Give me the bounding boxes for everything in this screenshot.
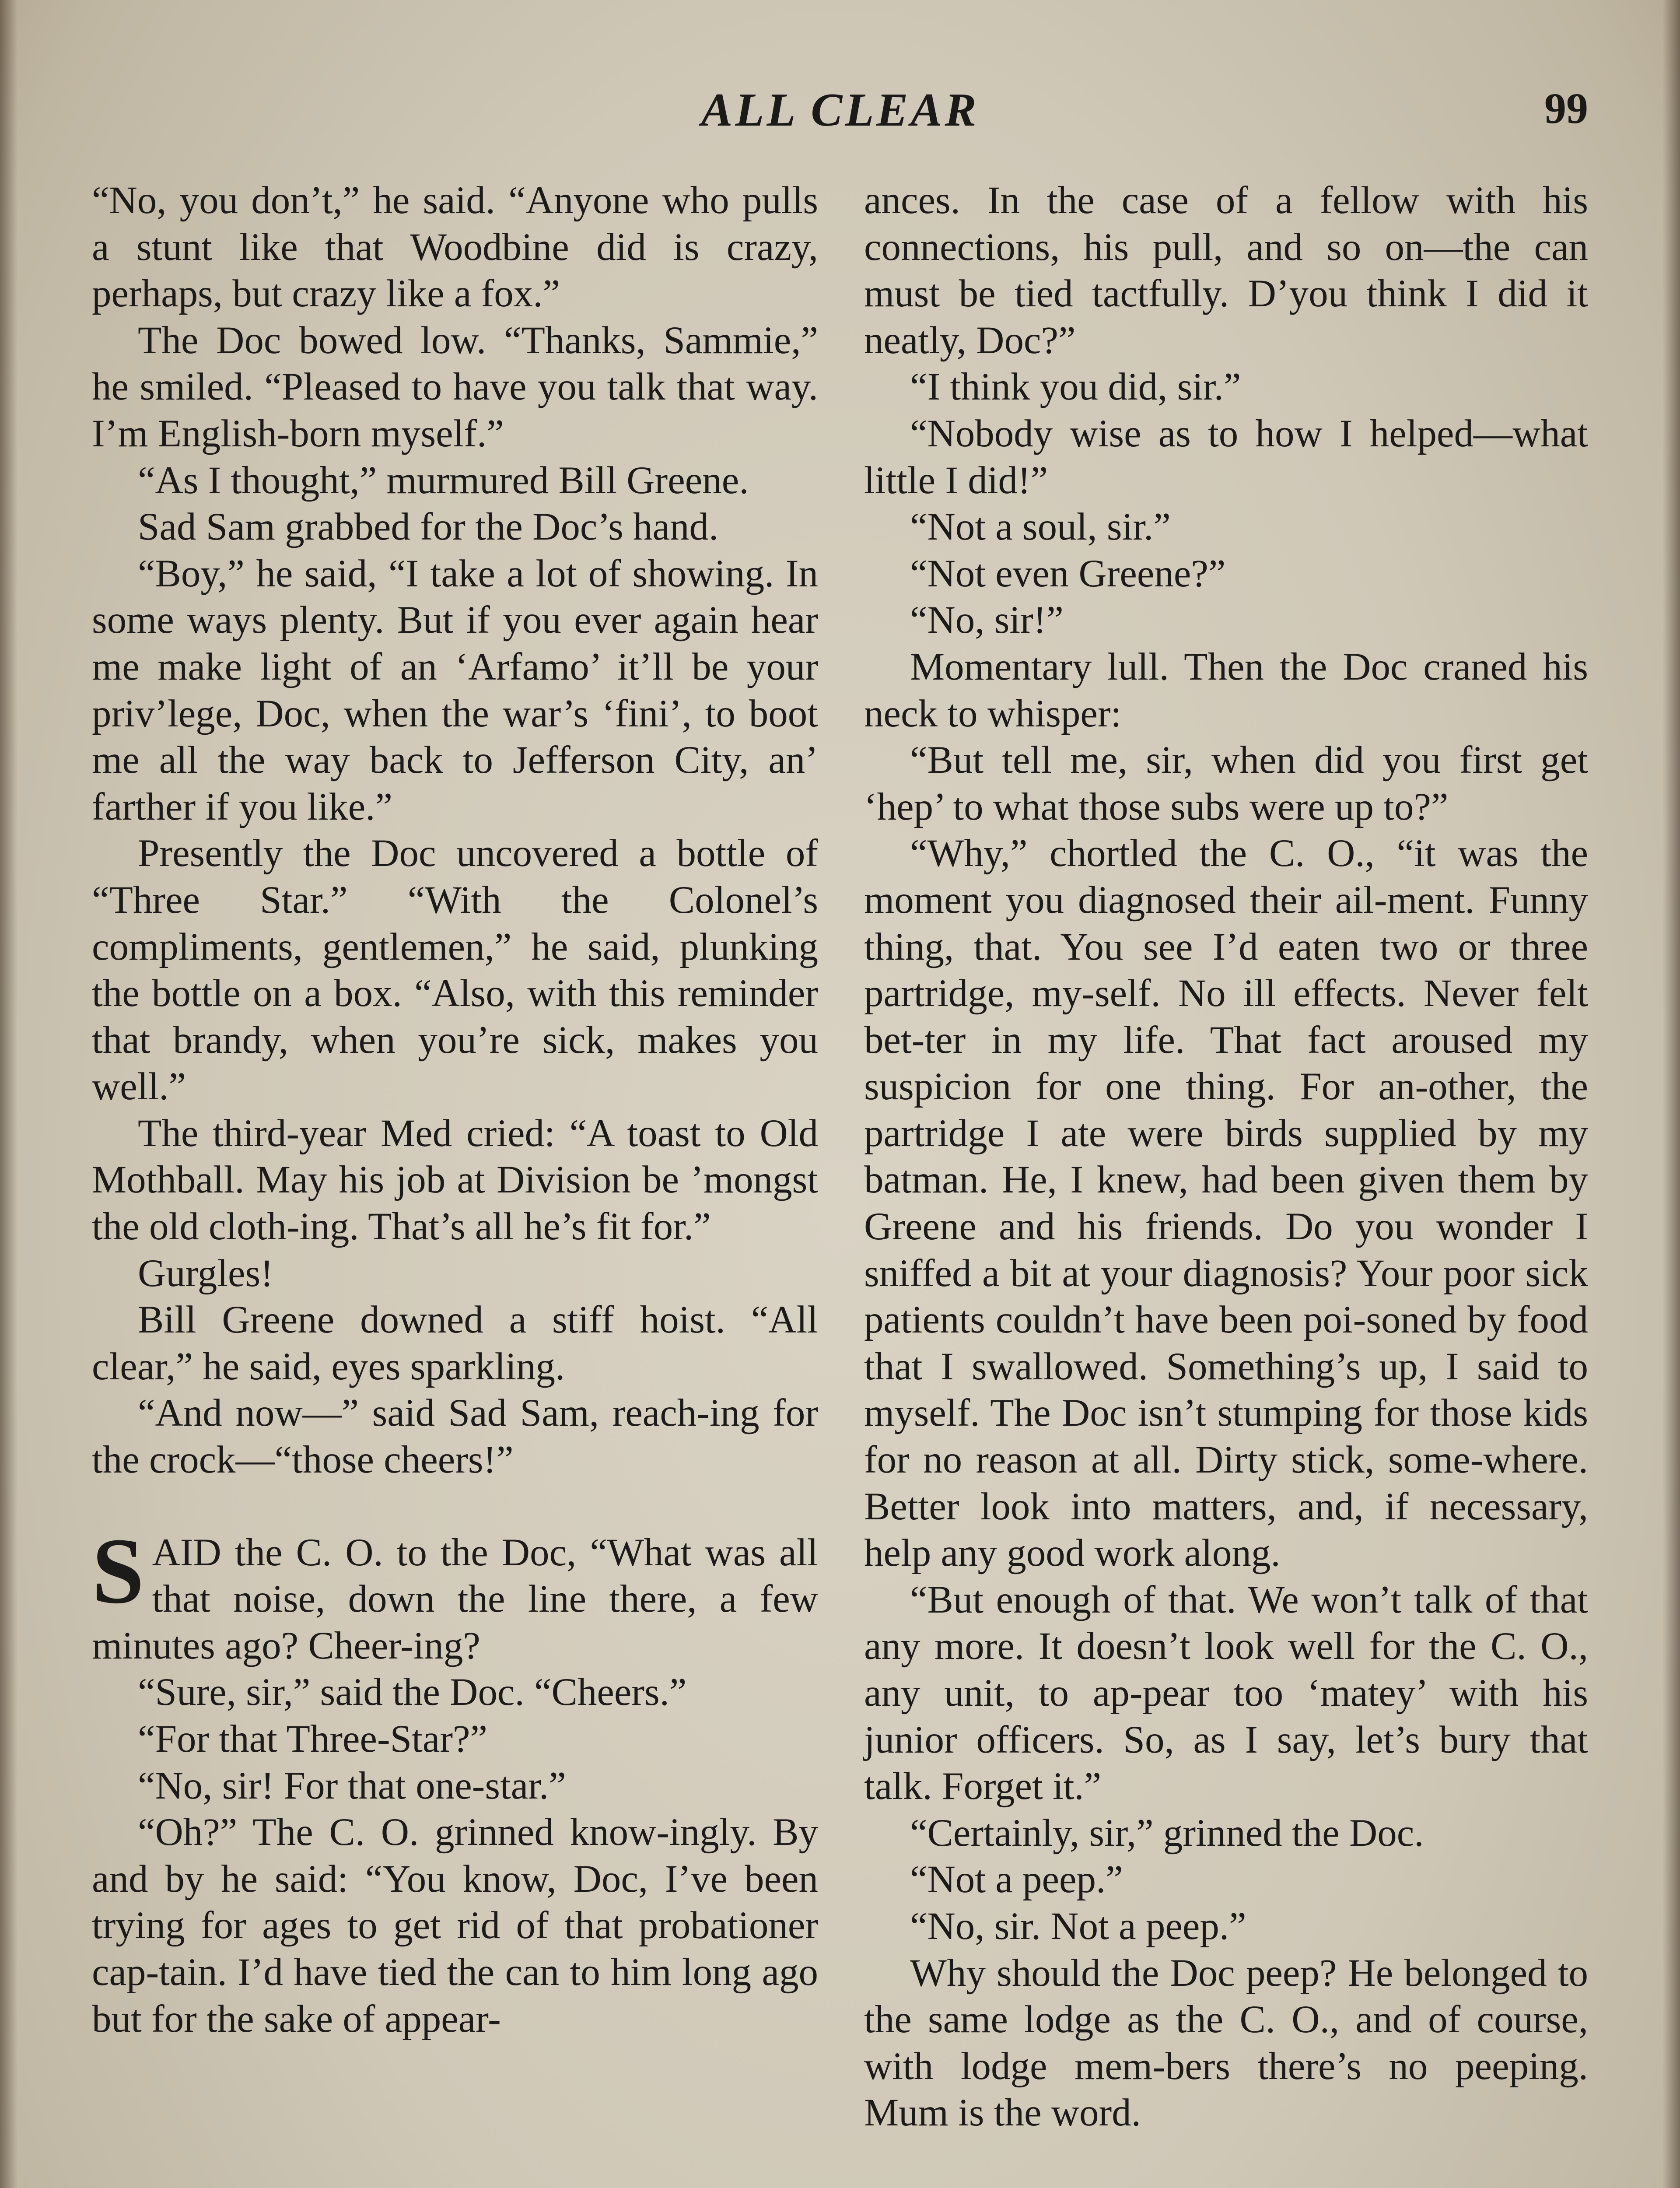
- paragraph: “No, sir. Not a peep.”: [910, 1904, 1246, 1948]
- paragraph: Gurgles!: [138, 1252, 273, 1295]
- paragraph: “And now—” said Sad Sam, reach-ing for the crock—“those cheers!”: [92, 1392, 818, 1482]
- paragraph: Bill Greene downed a stiff hoist. “All clear,” he said, eyes sparkling.: [92, 1298, 818, 1388]
- paragraph: Presently the Doc uncovered a bottle of “Three Star.” “With the Colonel’s compliments, gentlemen,” he said, plunking the bottle on a box. “Also, with this reminder that brandy, when you’re sick, makes you well.”: [92, 832, 818, 1108]
- paragraph: Why should the Doc peep? He belonged to the same lodge as the C. O., and of course, with lodge mem-bers there’s no peeping. Mum is the word.: [864, 1951, 1588, 2135]
- section-break: [92, 1483, 818, 1529]
- paragraph: “Why,” chortled the C. O., “it was the moment you diagnosed their ail-ment. Funny thing, that. You see I’d eaten two or three partridge, my-self. No ill effects. Never felt bet-ter in my life. That fact aroused my suspicion for one thing. For an-other, the partridge I ate were birds supplied by my batman. He, I knew, had been given them by Greene and his friends. Do you wonder I sniffed a bit at your diagnosis? Your poor sick patients couldn’t have been poi-soned by food that I swallowed. Something’s up, I said to myself. The Doc isn’t stumping for those kids for no reason at all. Dirty stick, some-where. Better look into matters, and, if necessary, help any good work along.: [864, 832, 1588, 1575]
- continued-paragraph: ances. In the case of a fellow with his connections, his pull, and so on—the can must be tied tactfully. D’you think I did it neatly, Doc?”: [864, 179, 1588, 362]
- running-title: ALL CLEAR: [701, 84, 979, 136]
- paragraph: “Oh?” The C. O. grinned know-ingly. By and by he said: “You know, Doc, I’ve been trying for ages to get rid of that probationer cap-tain. I’d have tied the can to him long ago but for the sake of appear-: [92, 1811, 818, 2041]
- page-left-edge: [0, 0, 18, 2188]
- left-column: [92, 177, 818, 2042]
- section-opening-text: AID the C. O. to the Doc, “What was all that noise, down the line there, a few minutes ago? Cheer-ing?: [92, 1531, 818, 1667]
- running-header: [88, 83, 1592, 144]
- paragraph: “Not a soul, sir.”: [910, 505, 1171, 549]
- paragraph: “As I thought,” murmured Bill Greene.: [138, 459, 749, 502]
- paragraph: “Not even Greene?”: [910, 552, 1226, 595]
- paragraph: The Doc bowed low. “Thanks, Sammie,” he smiled. “Pleased to have you talk that way. I’m English-born myself.”: [92, 319, 818, 455]
- paragraph: “Not a peep.”: [910, 1858, 1123, 1901]
- paragraph: “No, sir!”: [910, 599, 1064, 642]
- paragraph: The third-year Med cried: “A toast to Old Mothball. May his job at Division be ’mongst the old cloth-ing. That’s all he’s fit for.”: [92, 1112, 818, 1248]
- paragraph: “Sure, sir,” said the Doc. “Cheers.”: [138, 1671, 687, 1714]
- paragraph: Sad Sam grabbed for the Doc’s hand.: [138, 505, 719, 549]
- right-column: [864, 177, 1588, 2136]
- paragraph: “For that Three-Star?”: [138, 1718, 488, 1760]
- page-right-edge: [1662, 0, 1680, 2188]
- page-number: 99: [1544, 84, 1588, 133]
- section-opening-paragraph: [92, 1518, 818, 1669]
- paragraph: “Certainly, sir,” grinned the Doc.: [910, 1811, 1424, 1855]
- paragraph: “But tell me, sir, when did you first get ‘hep’ to what those subs were up to?”: [864, 739, 1588, 828]
- paragraph: “No, sir! For that one-star.”: [138, 1764, 566, 1807]
- paragraph: “Nobody wise as to how I helped—what little I did!”: [864, 412, 1588, 502]
- paragraph: “But enough of that. We won’t talk of that any more. It doesn’t look well for the C. O., any unit, to ap-pear too ‘matey’ with his junior officers. So, as I say, let’s bury that talk. Forget it.”: [864, 1578, 1588, 1808]
- drop-cap: S: [92, 1518, 144, 1623]
- paragraph: Momentary lull. Then the Doc craned his neck to whisper:: [864, 645, 1588, 735]
- paragraph: “Boy,” he said, “I take a lot of showing. In some ways plenty. But if you ever again hear me make light of an ‘Arfamo’ it’ll be your priv’lege, Doc, when the war’s ‘fini’, to boot me all the way back to Jefferson City, an’ farther if you like.”: [92, 552, 818, 828]
- paragraph: “No, you don’t,” he said. “Anyone who pulls a stunt like that Woodbine did is crazy, perhaps, but crazy like a fox.”: [92, 179, 818, 316]
- paragraph: “I think you did, sir.”: [910, 365, 1241, 409]
